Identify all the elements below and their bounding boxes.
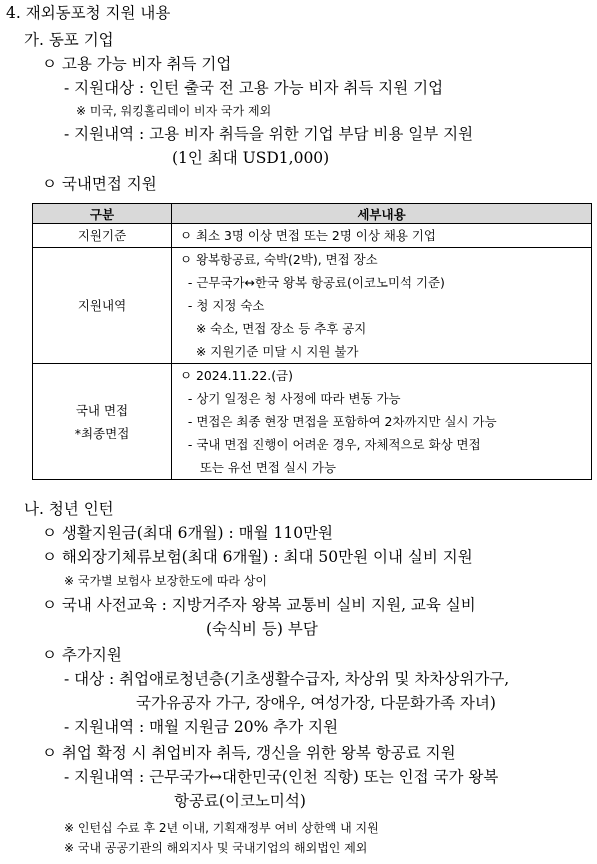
cell-line: ㅇ 최소 3명 이상 면접 또는 2명 이상 채용 기업 — [179, 228, 436, 244]
airfare-content-cont: 항공료(이코노미석) — [174, 792, 306, 810]
row-label-support: 지원내역 — [33, 248, 172, 364]
visa-content: - 지원내역 : 고용 비자 취득을 위한 기업 부담 비용 일부 지원 — [64, 125, 474, 143]
table-header-row — [33, 204, 592, 224]
bullet-living-allowance: ㅇ 생활지원금(최대 6개월) : 매월 110만원 — [42, 524, 334, 542]
footnote-1: ※ 인턴십 수료 후 2년 이내, 기획재정부 여비 상한액 내 지원 — [64, 821, 379, 835]
bullet-domestic-interview: ㅇ 국내면접 지원 — [42, 175, 157, 193]
cell-line: 또는 유선 면접 실시 가능 — [199, 460, 336, 476]
table-row — [33, 364, 592, 480]
visa-content-limit: (1인 최대 USD1,000) — [172, 149, 330, 167]
insurance-note: ※ 국가별 보험사 보장한도에 따라 상이 — [64, 574, 268, 588]
cell-line: - 국내 면접 진행이 어려운 경우, 자체적으로 화상 면접 — [187, 437, 481, 453]
interview-support-table — [32, 203, 592, 480]
bullet-additional-support: ㅇ 추가지원 — [42, 646, 122, 664]
cell-line: ※ 숙소, 면접 장소 등 추후 공지 — [195, 321, 367, 337]
additional-target-cont: 국가유공자 가구, 장애우, 여성가장, 다문화가족 자녀) — [136, 694, 496, 712]
footnote-2: ※ 국내 공공기관의 해외지사 및 국내기업의 해외법인 제외 — [64, 841, 368, 855]
cell-line: - 면접은 최종 현장 면접을 포함하여 2차까지만 실시 가능 — [187, 414, 497, 430]
airfare-content: - 지원내역 : 근무국가↔대한민국(인천 직항) 또는 인접 국가 왕복 — [64, 768, 499, 786]
cell-line: ㅇ 2024.11.22.(금) — [179, 368, 293, 384]
row-label-interview-line1: 국내 면접 — [75, 402, 129, 418]
cell-line: - 근무국가↔한국 왕복 항공료(이코노미석 기준) — [187, 275, 445, 291]
row-label-interview — [33, 364, 172, 480]
row-content-support — [172, 248, 592, 364]
cell-line: ※ 지원기준 미달 시 지원 불가 — [195, 344, 359, 360]
row-content-interview — [172, 364, 592, 480]
additional-target: - 대상 : 취업애로청년층(기초생활수급자, 차상위 및 차차상위가구, — [64, 670, 510, 688]
visa-note: ※ 미국, 워킹홀리데이 비자 국가 제외 — [76, 104, 272, 118]
subsection-title-ga: 가. 동포 기업 — [24, 31, 114, 49]
bullet-airfare: ㅇ 취업 확정 시 취업비자 취득, 갱신을 위한 왕복 항공료 지원 — [42, 744, 456, 762]
cell-line: - 상기 일정은 청 사정에 따라 변동 가능 — [187, 391, 401, 407]
table-header-details: 세부내용 — [172, 204, 592, 224]
bullet-pre-education: ㅇ 국내 사전교육 : 지방거주자 왕복 교통비 실비 지원, 교육 실비 — [42, 596, 476, 614]
section-title: 4. 재외동포청 지원 내용 — [6, 4, 171, 22]
row-label-criteria: 지원기준 — [33, 224, 172, 248]
row-content-criteria — [172, 224, 592, 248]
cell-line: ㅇ 왕복항공료, 숙박(2박), 면접 장소 — [179, 252, 378, 268]
table-header-category: 구분 — [33, 204, 172, 224]
cell-line: - 청 지정 숙소 — [187, 298, 265, 314]
visa-target: - 지원대상 : 인턴 출국 전 고용 가능 비자 취득 지원 기업 — [64, 79, 444, 97]
bullet-insurance: ㅇ 해외장기체류보험(최대 6개월) : 최대 50만원 이내 실비 지원 — [42, 548, 473, 566]
bullet-visa-companies: ㅇ 고용 가능 비자 취득 기업 — [42, 55, 232, 73]
subsection-title-na: 나. 청년 인턴 — [24, 500, 114, 518]
additional-content: - 지원내역 : 매월 지원금 20% 추가 지원 — [64, 718, 339, 736]
row-label-interview-line2: *최종면접 — [74, 425, 130, 441]
table-row — [33, 224, 592, 248]
table-row — [33, 248, 592, 364]
pre-education-cont: (숙식비 등) 부담 — [206, 620, 318, 638]
